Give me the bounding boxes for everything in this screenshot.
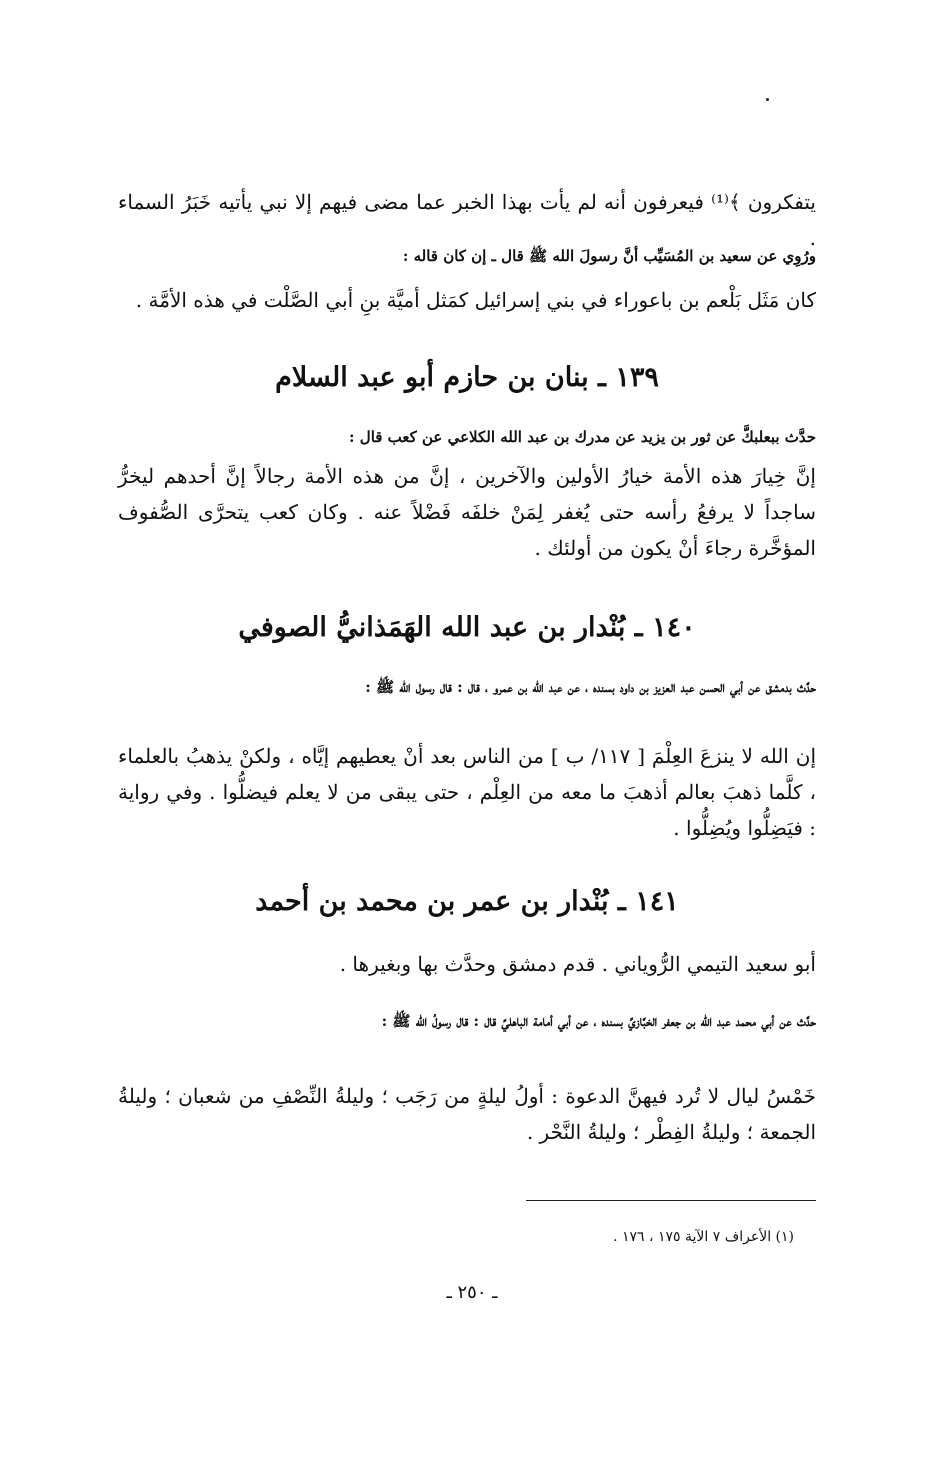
- paragraph-140: إن الله لا ينزعَ العِلْمَ [ ١١٧/ ب ] من الناس بعد أنْ يعطيهم إيَّاه ، ولكنْ يذهبُ بالعلماء ، كلَّما ذهبَ بعالم أذهبَ ما معه من العِلْم ، حتى يبقى من لا يعلم فيضلُّوا . وفي رواية : فيَضِلُّوا ويُضِلُّوا .: [118, 744, 816, 840]
- scan-speck: [766, 98, 769, 101]
- page-number: ـ ٢٥٠ ـ: [446, 1282, 498, 1303]
- paragraph-139: إنَّ خِيارَ هذه الأمة خيارُ الأولين والآخرين ، إنَّ من هذه الأمة رجالاً إنَّ أحدهم ليخرُّ ساجداً لا يرفعُ رأسه حتى يُغفر لِمَنْ خلفَه فَضْلاً عنه . وكان كعب يتحرَّى الصُّفوف المؤخَّرة رجاءَ أنْ يكون من أولئك .: [118, 464, 816, 560]
- paragraph-intro: يتفكرون ﴾⁽¹⁾ فيعرفون أنه لم يأت بهذا الخبر عما مضى فيهم إلا نبي يأتيه خَبَرُ السماء .: [118, 190, 816, 250]
- footnote-separator: [526, 1200, 816, 1201]
- section-heading-141: ١٤١ ـ بُنْدار بن عمر بن محمد بن أحمد: [255, 886, 679, 917]
- footnote: (١) الأعراف ٧ الآية ١٧٥ ، ١٧٦ .: [613, 1229, 794, 1245]
- isnad-141: حدَّث عن أبي محمد عبد الله بن جعفر الخبَّازيِّ بسنده ، عن أبي أمامة الباهليِّ قال : قال رسولُ الله ﷺ :: [381, 1012, 816, 1030]
- isnad-140: حدَّث بدمشق عن أبي الحسن عبد العزيز بن داود بسنده ، عن عبد الله بن عمرو ، قال : قال رسول الله ﷺ :: [365, 678, 816, 696]
- paragraph-141-bio: أبو سعيد التيمي الرُّوياني . قدم دمشق وحدَّث بها وبغيرها .: [339, 952, 816, 976]
- section-heading-139: ١٣٩ ـ بنان بن حازم أبو عبد السلام: [275, 362, 659, 393]
- paragraph-141: خَمْسُ ليال لا تُرد فيهنَّ الدعوة : أولُ ليلةٍ من رَجَب ؛ وليلةُ النِّصْفِ من شعبان ؛ وليلةُ الجمعة ؛ وليلةُ الفِطْر ؛ وليلةُ النَّحْر .: [118, 1084, 816, 1144]
- isnad-139: حدَّث ببعلبكَّ عن ثور بن يزيد عن مدرك بن عبد الله الكلاعي عن كعب قال :: [349, 428, 816, 446]
- paragraph-hadith: كان مَثَل بَلْعم بن باعوراء في بني إسرائيل كمَثل أميَّة بنِ أبي الصَّلْت في هذه الأمَّة .: [135, 288, 816, 312]
- isnad-line: ورُوِي عن سعيد بن المُسَيِّب أنَّ رسولَ الله ﷺ قال ـ إن كان قاله :: [402, 247, 816, 265]
- section-heading-140: ١٤٠ ـ بُنْدار بن عبد الله الهَمَذانيُّ الصوفي: [238, 612, 696, 643]
